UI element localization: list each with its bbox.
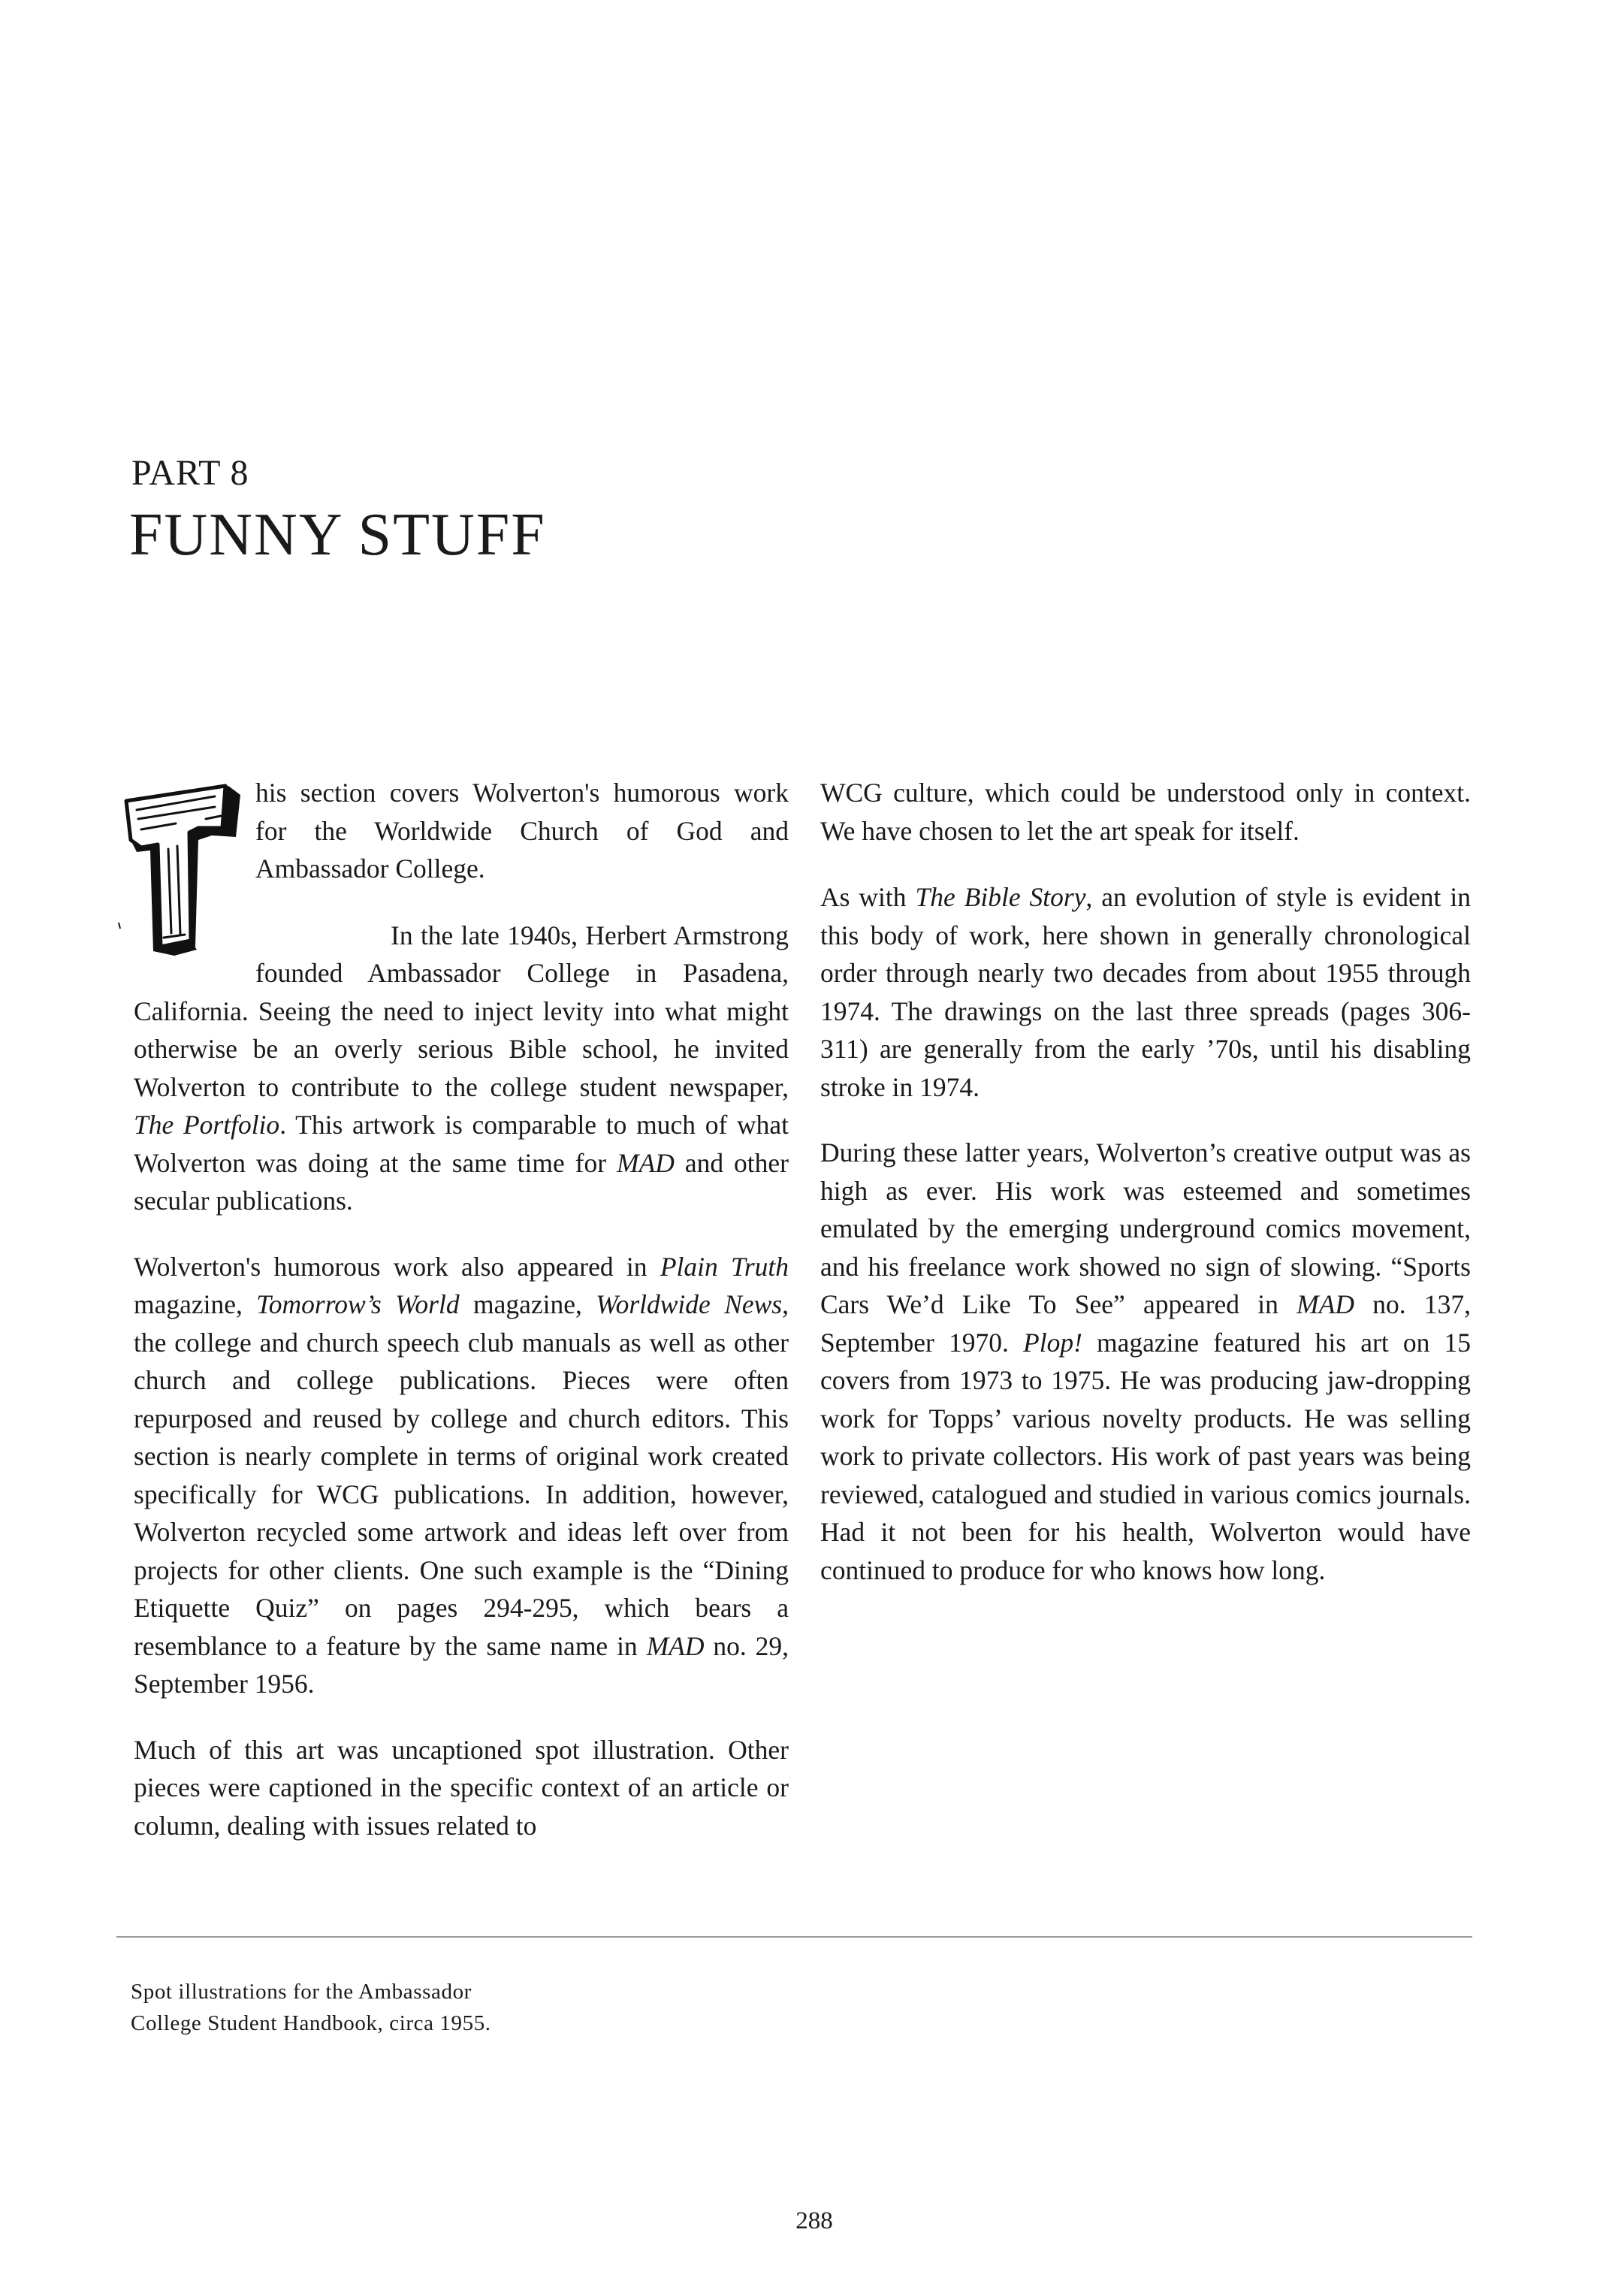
text-run: no. 29, September 1956. <box>134 1630 789 1699</box>
caption-line: Spot illustrations for the Ambassador <box>131 1980 472 2004</box>
text-run: In the late 1940s, Herbert Armstrong founded Ambassador College in Pasadena, California. Seeing the need to inject levity into what might otherwise be an overly serious Bible school, he invited Wolverton to contribute to the college student newspaper, <box>134 920 789 1102</box>
text-run: magazine, <box>459 1289 596 1319</box>
dropcap-t <box>116 780 248 957</box>
text-run: , the college and church speech club manuals as well as other church and college publications. Pieces were often repurposed and reused by college and church editors. This section is nearly complete in terms of original work created specifically for WCG publications. In addition, however, Wolverton recycled some artwork and ideas left over from projects for other clients. One such example is the “Dining Etiquette Quiz” on pages 294-295, which bears a resemblance to a feature by the same name in <box>134 1289 789 1661</box>
caption-line: College Student Handbook, circa 1955. <box>131 2011 491 2035</box>
page-title: FUNNY STUFF <box>129 502 546 568</box>
publication-title: The Portfolio <box>134 1110 280 1140</box>
part-label: PART 8 <box>131 453 249 493</box>
paragraph: Much of this art was uncaptioned spot illustration. Other pieces were captioned in the specific context of an article or column, dealing with issues related to <box>134 1734 789 1841</box>
text-run: During these latter years, Wolverton’s creative output was as high as ever. His work was esteemed and sometimes emulated by the emerging underground comics movement, and his freelance work showed no sign of slowing. “Sports Cars We’d Like To See” appeared in <box>820 1137 1471 1319</box>
paragraph <box>820 878 1471 1106</box>
paragraph: WCG culture, which could be understood only in context. We have chosen to let the art speak for itself. <box>820 778 1471 846</box>
right-column <box>820 774 1471 1617</box>
publication-title: MAD <box>617 1147 675 1178</box>
intro-text: his section covers Wolverton's humorous work for the Worldwide Church of God and Ambassador College. <box>255 778 789 884</box>
text-run: and other secular publications. <box>134 1147 789 1216</box>
left-column <box>134 774 789 1872</box>
text-run: , an evolution of style is evident in this body of work, here shown in generally chronological order through nearly two decades from about 1955 through 1974. The drawings on the last three spreads (pages 306-311) are generally from the early ’70s, until his disabling stroke in 1974. <box>820 882 1471 1102</box>
paragraph <box>134 917 789 1220</box>
text-run: magazine featured his art on 15 covers from 1973 to 1975. He was producing jaw-dropping work for Topps’ various novelty products. He was selling work to private collectors. His work of past years was being reviewed, catalogued and studied in various comics journals. Had it not been for his health, Wolverton would have continued to produce for who knows how long. <box>820 1327 1471 1585</box>
paragraph <box>134 1248 789 1703</box>
intro-paragraph <box>134 774 789 888</box>
publication-title: Plop! <box>1023 1327 1082 1358</box>
publication-title: Plain Truth <box>660 1251 789 1282</box>
text-run: . This artwork is comparable to much of what Wolverton was doing at the same time for <box>134 1110 789 1178</box>
text-run: no. 137, September 1970. <box>820 1289 1471 1358</box>
dropcap-t-illustration <box>116 780 248 957</box>
page-number: 288 <box>795 2207 833 2234</box>
text-run: Wolverton's humorous work also appeared in <box>134 1251 660 1282</box>
text-run: magazine, <box>134 1289 257 1319</box>
text-run: As with <box>820 882 916 912</box>
paragraph <box>820 1134 1471 1589</box>
publication-title: Worldwide News <box>596 1289 783 1319</box>
publication-title: Tomorrow’s World <box>256 1289 460 1319</box>
caption-divider <box>116 1936 1472 1938</box>
publication-title: The Bible Story <box>915 882 1086 912</box>
publication-title: MAD <box>1296 1289 1355 1319</box>
figure-caption <box>131 1976 672 2039</box>
publication-title: MAD <box>646 1630 705 1661</box>
